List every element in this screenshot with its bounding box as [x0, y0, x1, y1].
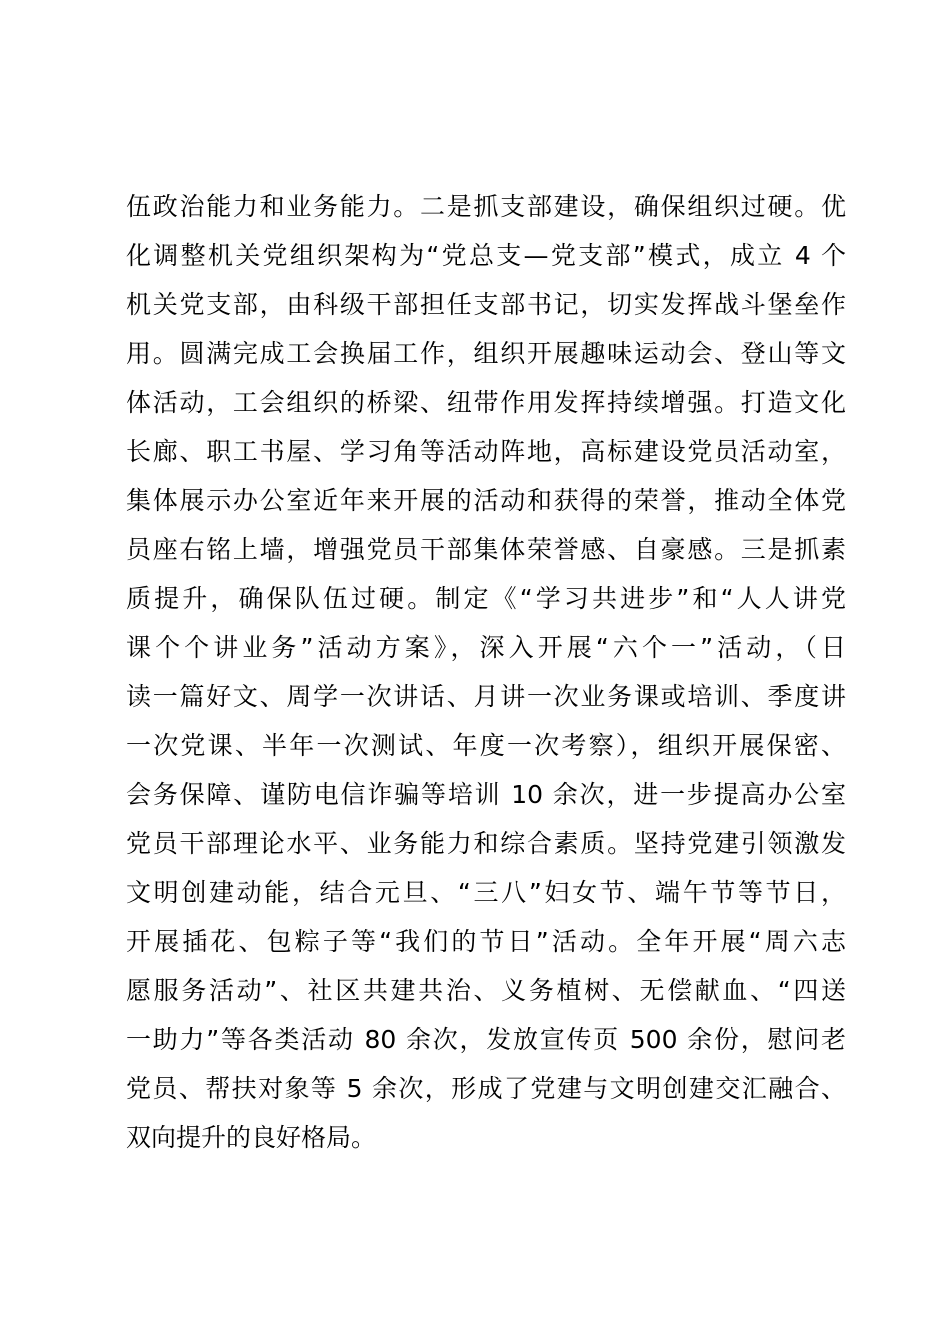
text-line-4: 用。圆满完成工会换届工作，组织开展趣味运动会、登山等文: [126, 339, 846, 368]
text-line-15: 文明创建动能，结合元旦、“三八”妇女节、端午节等节日，: [126, 878, 846, 907]
text-line-7: 集体展示办公室近年来开展的活动和获得的荣誉，推动全体党: [126, 486, 846, 515]
text-line-18: 一助力”等各类活动 80 余次，发放宣传页 500 余份，慰问老: [126, 1025, 846, 1054]
text-line-11: 读一篇好文、周学一次讲话、月讲一次业务课或培训、季度讲: [126, 682, 846, 711]
text-line-19: 党员、帮扶对象等 5 余次，形成了党建与文明创建交汇融合、: [126, 1074, 846, 1103]
text-line-8: 员座右铭上墙，增强党员干部集体荣誉感、自豪感。三是抓素: [126, 535, 846, 564]
text-line-10: 课个个讲业务”活动方案》，深入开展“六个一”活动，（日: [126, 633, 846, 662]
text-line-17: 愿服务活动”、社区共建共治、义务植树、无偿献血、“四送: [126, 976, 846, 1005]
text-line-12: 一次党课、半年一次测试、年度一次考察），组织开展保密、: [126, 731, 846, 760]
text-line-14: 党员干部理论水平、业务能力和综合素质。坚持党建引领激发: [126, 829, 846, 858]
text-line-9: 质提升，确保队伍过硬。制定《“学习共进步”和“人人讲党: [126, 584, 846, 613]
text-line-20: 双向提升的良好格局。: [126, 1123, 377, 1152]
text-line-3: 机关党支部，由科级干部担任支部书记，切实发挥战斗堡垒作: [126, 290, 846, 319]
text-line-13: 会务保障、谨防电信诈骗等培训 10 余次，进一步提高办公室: [126, 780, 846, 809]
text-line-2: 化调整机关党组织架构为“党总支—党支部”模式，成立 4 个: [126, 241, 846, 270]
body-paragraph: [126, 182, 846, 1162]
text-line-1: 伍政治能力和业务能力。二是抓支部建设，确保组织过硬。优: [126, 192, 846, 221]
text-line-6: 长廊、职工书屋、学习角等活动阵地，高标建设党员活动室，: [126, 437, 846, 466]
text-line-16: 开展插花、包粽子等“我们的节日”活动。全年开展“周六志: [126, 927, 846, 956]
text-line-5: 体活动，工会组织的桥梁、纽带作用发挥持续增强。打造文化: [126, 388, 846, 417]
